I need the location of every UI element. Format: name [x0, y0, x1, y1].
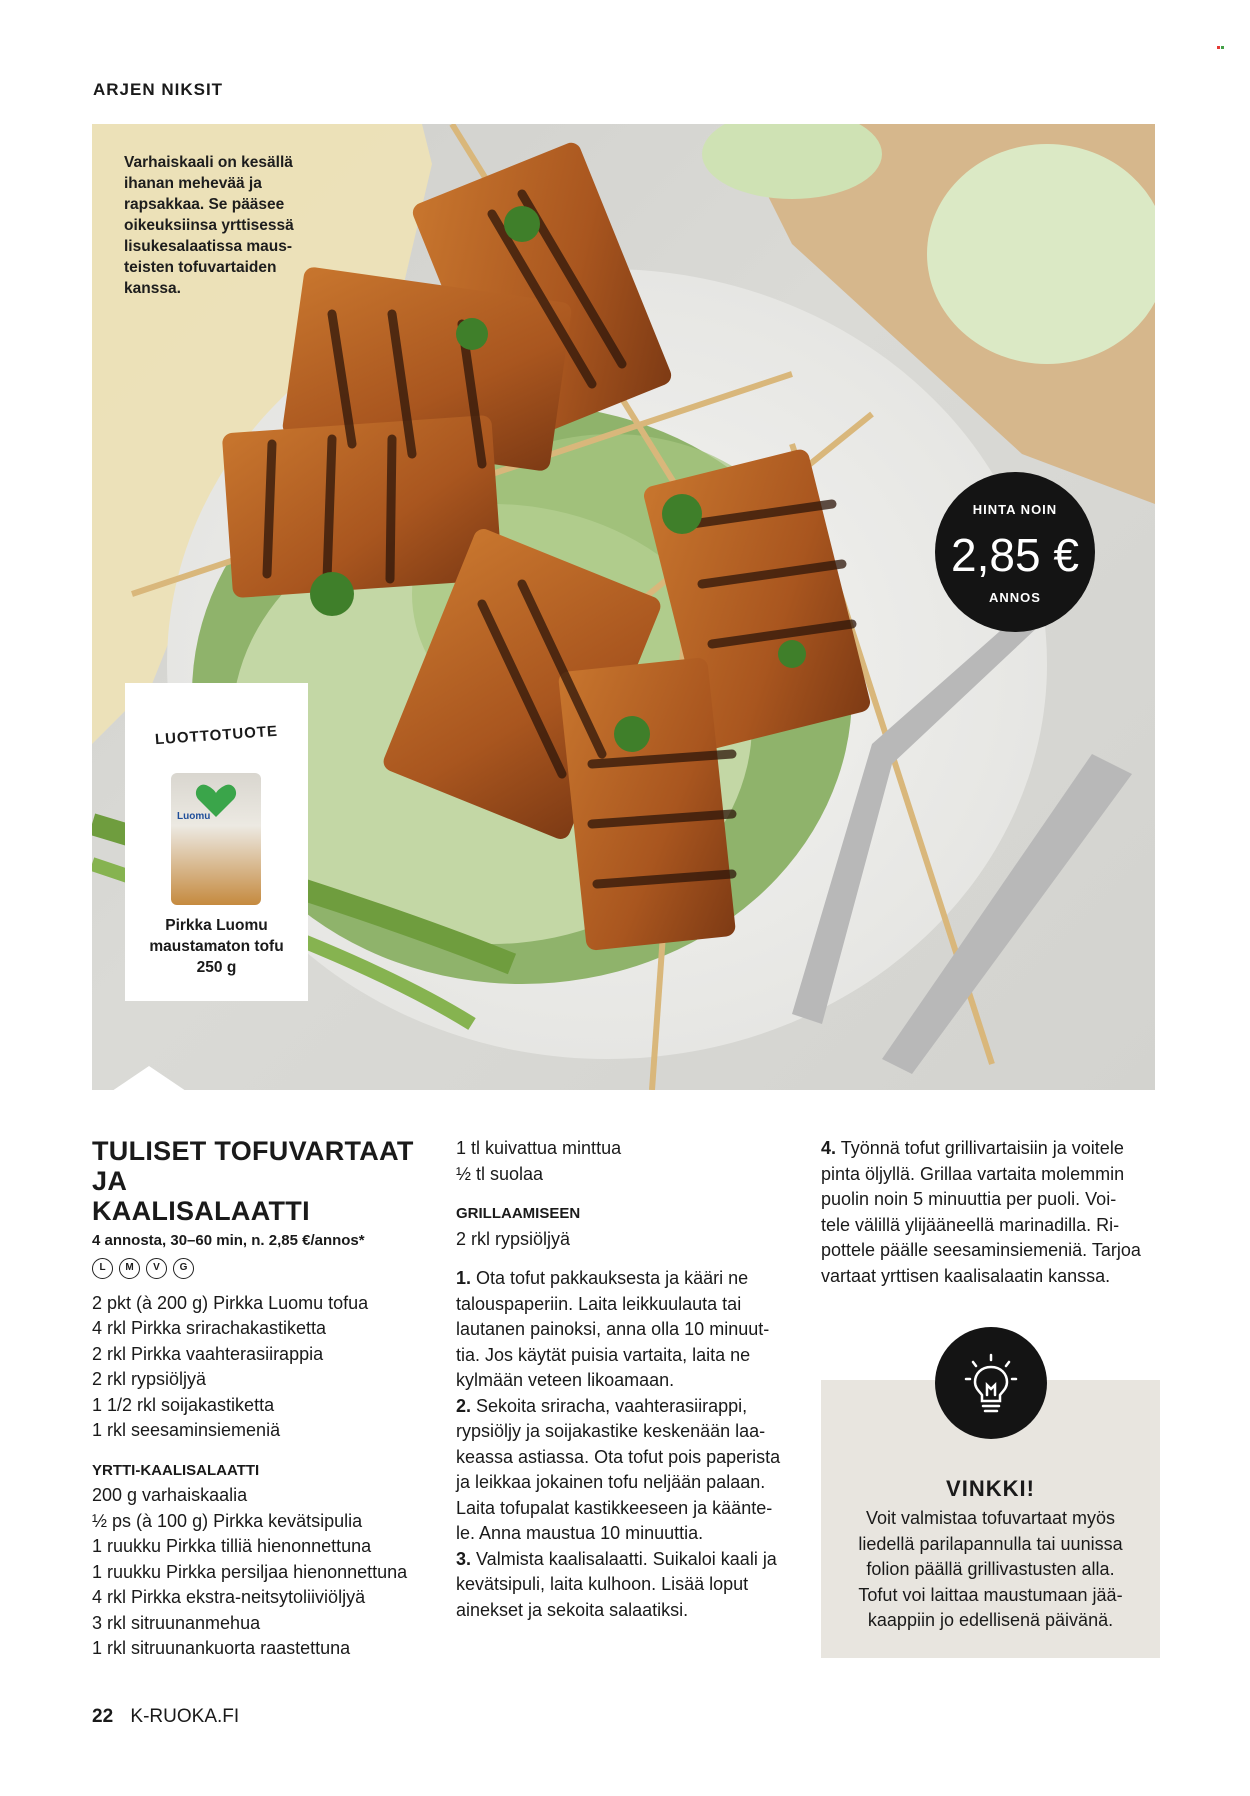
step-line: 4. Työnnä tofut grillivartaisiin ja voitele [821, 1138, 1124, 1158]
step-line: 2. Sekoita sriracha, vaahterasiirappi, [456, 1395, 748, 1416]
recipe-column-2 [456, 1136, 796, 1623]
photo-notch [112, 1066, 186, 1091]
ingredient: ½ ps (à 100 g) Pirkka kevätsipulia [92, 1510, 363, 1531]
step-line: kylmään veteen likoamaan. [456, 1370, 675, 1390]
step-line: vartaat yrttisen kaalisalaatin kanssa. [821, 1265, 1111, 1286]
price-badge-bottom-text: ANNOS [989, 590, 1041, 605]
ingredient: 2 rkl rypsiöljyä [92, 1369, 207, 1389]
recipe-meta: 4 annosta, 30–60 min, n. 2,85 €/annos* [92, 1232, 365, 1249]
price-badge-top-text: HINTA NOIN [972, 502, 1058, 517]
footer-site-link[interactable]: K-RUOKA.FI [130, 1706, 240, 1727]
page-number: 22 [92, 1706, 114, 1727]
ingredient: 4 rkl Pirkka srirachakastiketta [92, 1318, 327, 1338]
product-name-line: 250 g [196, 959, 237, 976]
diet-badge-m: M [119, 1258, 140, 1279]
recipe-column-1 [92, 1136, 432, 1662]
step-line: keassa astiassa. Ota tofut pois paperista [456, 1446, 781, 1467]
ingredient: 3 rkl sitruunanmehua [92, 1612, 261, 1633]
recipe-title-line: KAALISALAATTI [92, 1196, 310, 1226]
ingredient: 2 pkt (à 200 g) Pirkka Luomu tofua [92, 1292, 369, 1313]
salad-ingredient-list [92, 1483, 432, 1662]
price-value: 2,85 € [951, 529, 1079, 581]
step-line: le. Anna maustua 10 minuuttia. [456, 1523, 704, 1543]
tip-line: liedellä parilapannulla tai uunissa [858, 1533, 1123, 1554]
step-line: tele välillä ylijääneellä marinadilla. Ri- [821, 1214, 1120, 1235]
ingredient: 1 ruukku Pirkka persiljaa hienonnettuna [92, 1561, 408, 1582]
hero-photo [92, 124, 1155, 1090]
recipe-column-3 [821, 1136, 1161, 1289]
ingredient-list [92, 1291, 432, 1444]
grill-heading: GRILLAAMISEEN [456, 1205, 581, 1222]
diet-badge-l: L [92, 1258, 113, 1279]
registration-marks [1217, 36, 1225, 42]
ingredient: ½ tl suolaa [456, 1163, 544, 1184]
ingredient: 1 1/2 rkl soijakastiketta [92, 1394, 275, 1415]
step-line: 1. Ota tofut pakkauksesta ja kääri ne [456, 1268, 749, 1288]
step-line: ja leikkaa jokainen tofu neljään palaan. [456, 1472, 766, 1492]
tofu-package-image [171, 773, 261, 905]
section-label: ARJEN NIKSIT [93, 80, 224, 99]
ingredient: 2 rkl rypsiöljyä [456, 1228, 571, 1249]
step-line: lautanen painoksi, anna olla 10 minuut- [456, 1319, 770, 1339]
price-badge [935, 472, 1095, 632]
tip-title: VINKKI! [946, 1476, 1035, 1501]
step-line: puolin noin 5 minuuttia per puoli. Voi- [821, 1189, 1117, 1209]
step-line: ainekset ja sekoita salaatiksi. [456, 1599, 689, 1620]
step-line: rypsiöljy ja soijakastike keskenään laa- [456, 1421, 766, 1441]
steps-list [456, 1266, 796, 1623]
ingredient: 1 rkl sitruunankuorta raastettuna [92, 1638, 351, 1658]
lightbulb-icon-graphic [935, 1327, 1047, 1439]
recipe-title-line: TULISET TOFUVARTAAT JA [92, 1136, 414, 1196]
salad-heading: YRTTI-KAALISALAATTI [92, 1461, 260, 1479]
ingredient: 4 rkl Pirkka ekstra-neitsytoliiviöljyä [92, 1587, 366, 1607]
step-line: talouspaperiin. Laita leikkuulauta tai [456, 1293, 742, 1314]
ingredient: 200 g varhaiskaalia [92, 1485, 248, 1505]
ingredient: 1 rkl seesaminsiemeniä [92, 1420, 281, 1440]
tip-line: Tofut voi laittaa maustumaan jää- [858, 1584, 1123, 1605]
tip-line: folion päällä grillivastusten alla. [866, 1559, 1115, 1579]
diet-badges [92, 1258, 432, 1279]
product-card [125, 683, 308, 1001]
product-tag: LUOTTOTUOTE [154, 722, 279, 749]
ingredient: 2 rkl Pirkka vaahterasiirappia [92, 1343, 324, 1364]
recipe-title [92, 1136, 432, 1226]
diet-badge-v: V [146, 1258, 167, 1279]
product-name [125, 915, 308, 978]
step-line: kevätsipuli, laita kulhoon. Lisää loput [456, 1574, 749, 1594]
product-name-line: maustamaton tofu [149, 938, 284, 955]
step-line: pottele päälle seesaminsiemeniä. Tarjoa [821, 1240, 1141, 1260]
package-brand: Luomu [177, 811, 211, 822]
lightbulb-icon [935, 1327, 1047, 1439]
photo-caption: Varhaiskaali on kesällä ihanan mehevää ja rapsakkaa. Se pääsee oikeuksiinsa yrttisessä lisukesalaatissa mausteisten tofuvartaiden kanssa. [124, 154, 294, 297]
step-line: 3. Valmista kaalisalaatti. Suikaloi kaali ja [456, 1548, 777, 1569]
step-line: tia. Jos käytät puisia vartaita, laita ne [456, 1344, 751, 1365]
tip-text [841, 1506, 1140, 1634]
page-footer [92, 1706, 239, 1728]
step-line: pinta öljyllä. Grillaa vartaita molemmin [821, 1163, 1125, 1184]
tip-box [821, 1380, 1160, 1658]
ingredient: 1 tl kuivattua minttua [456, 1138, 622, 1158]
diet-badge-g: G [173, 1258, 194, 1279]
product-name-line: Pirkka Luomu [165, 917, 268, 934]
step-line: Laita tofupalat kastikkeeseen ja käänte- [456, 1497, 773, 1518]
tip-line: Voit valmistaa tofuvartaat myös [865, 1508, 1116, 1528]
tip-line: kaappiin jo edellisenä päivänä. [867, 1610, 1114, 1630]
ingredient: 1 ruukku Pirkka tilliä hienonnettuna [92, 1536, 372, 1556]
